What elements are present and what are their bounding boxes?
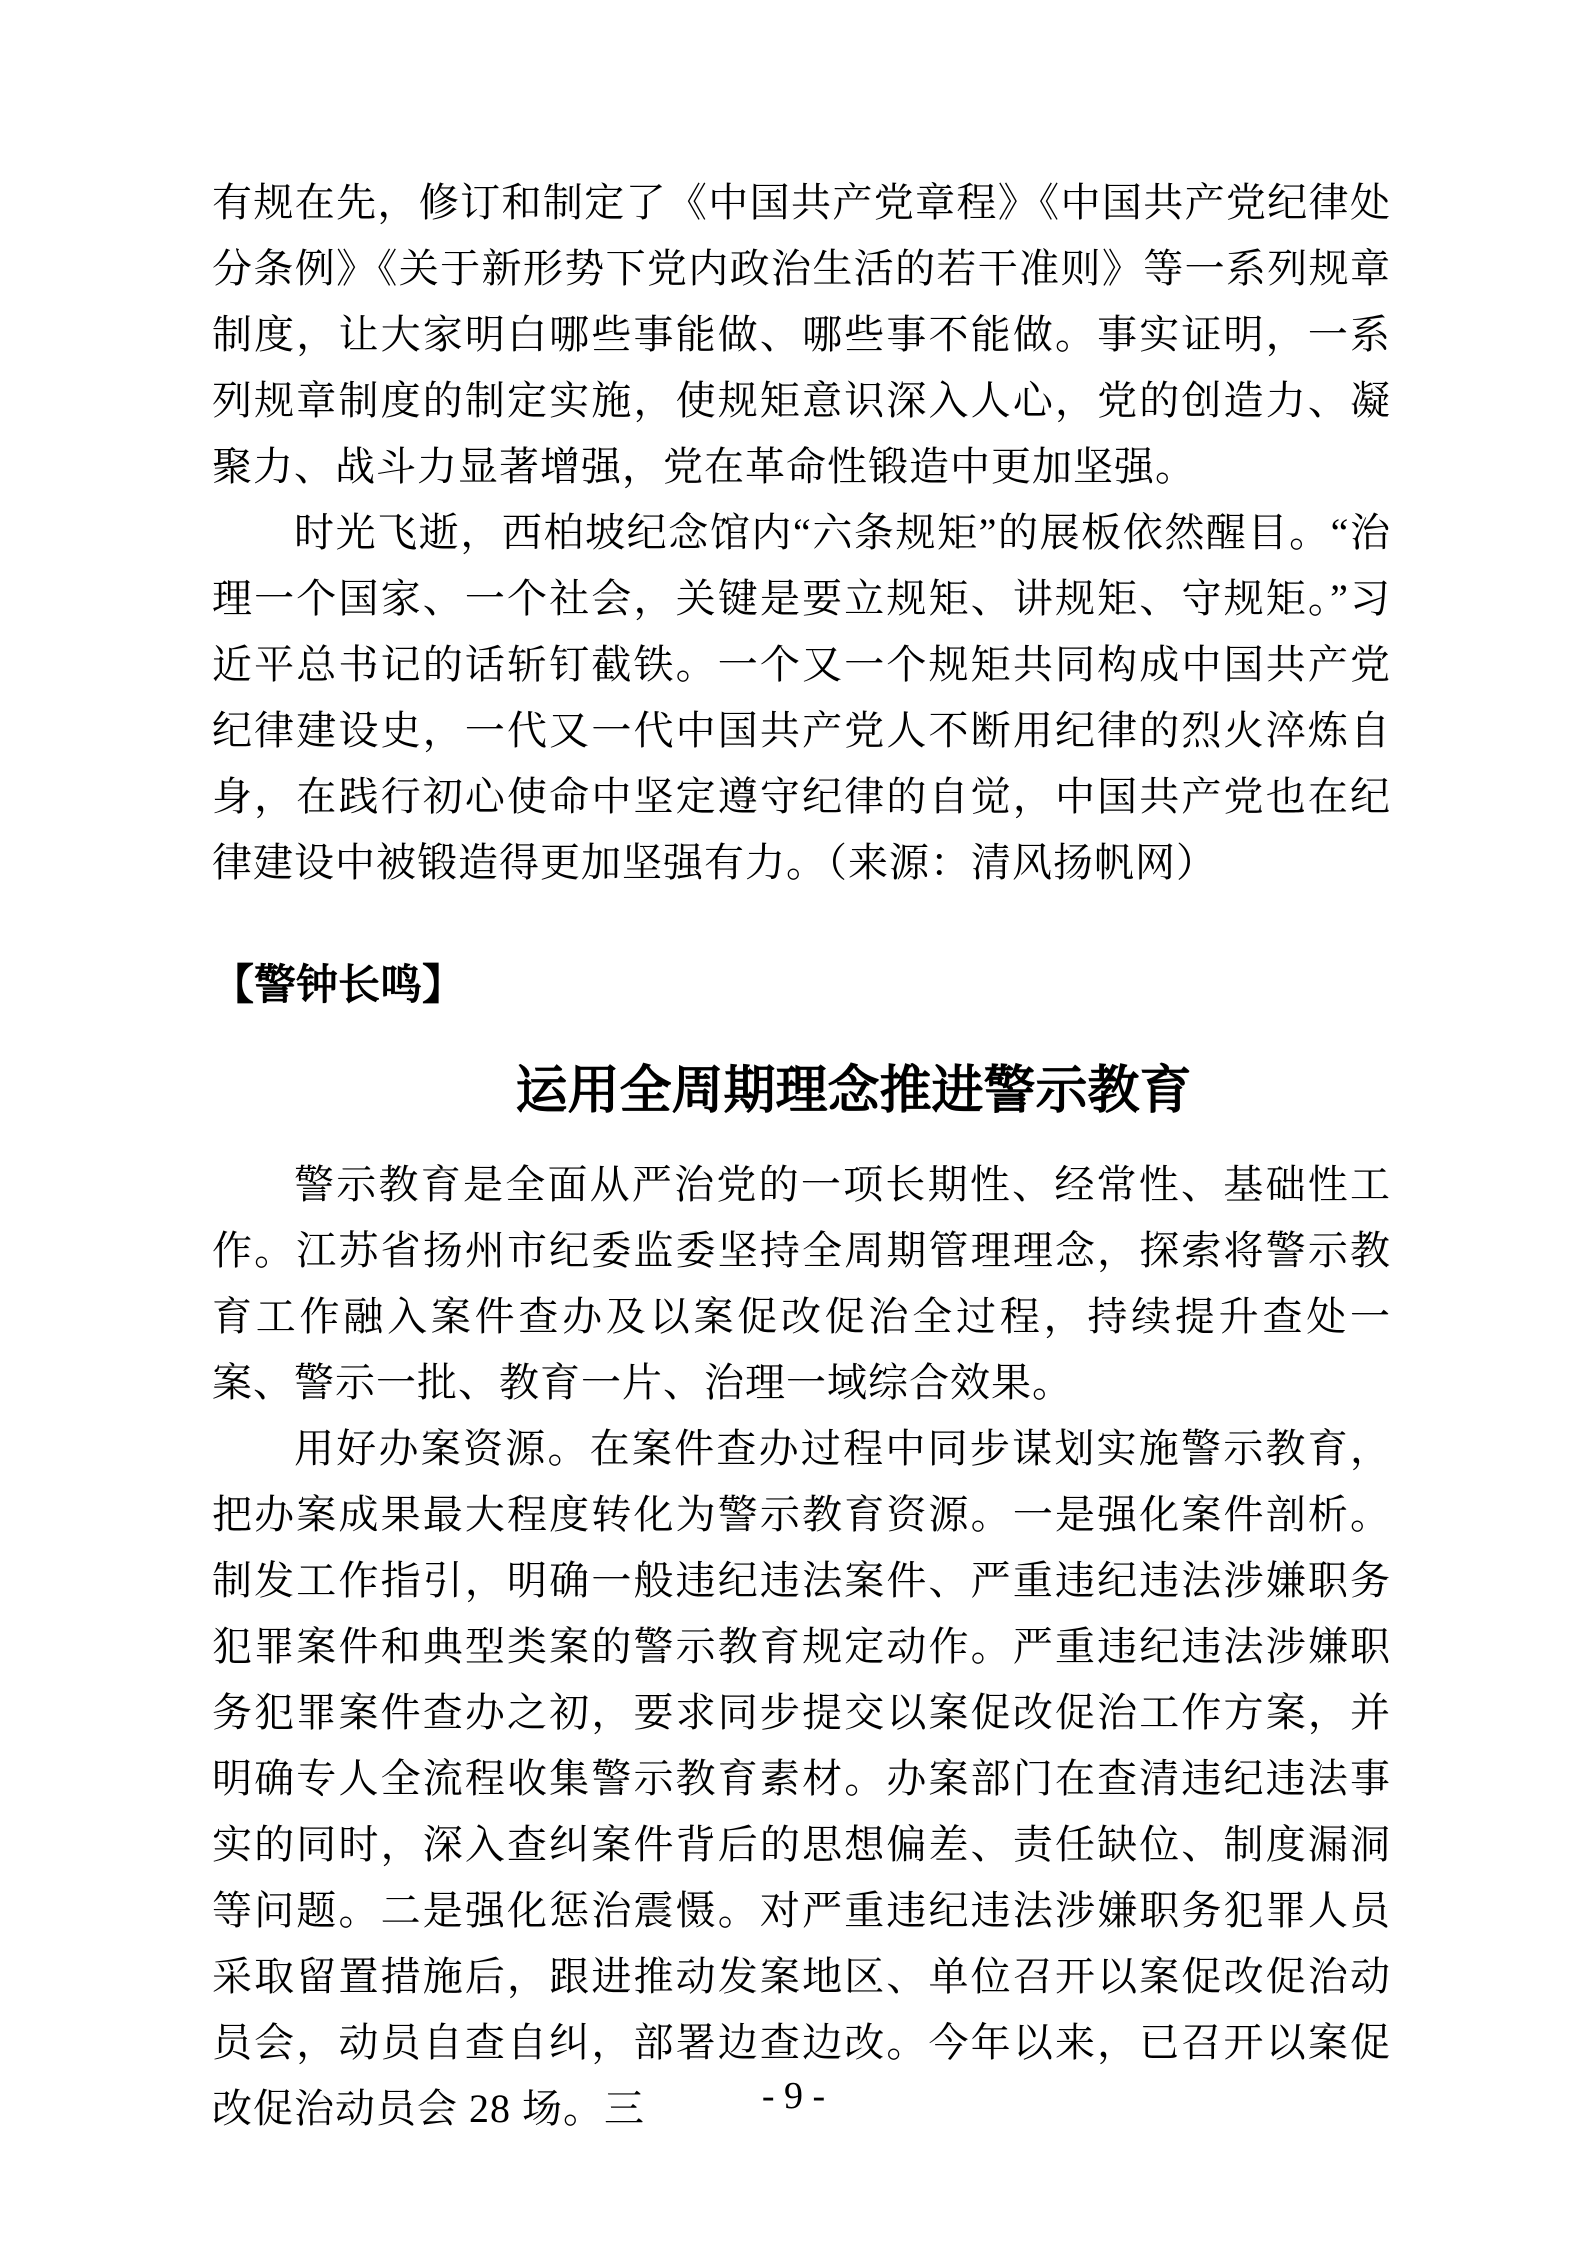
section-header-jingzhongchangming: 【警钟长鸣】 <box>212 961 465 1008</box>
body-paragraph-intro: 警示教育是全面从严治党的一项长期性、经常性、基础性工作。江苏省扬州市纪委监委坚持全周期管理理念，探索将警示教育工作融入案件查办及以案促改促治全过程，持续提升查处一案、警示一批、教育一片、治理一域综合效果。 <box>212 1162 1391 1405</box>
body-paragraph-ziyuan: 用好办案资源。在案件查办过程中同步谋划实施警示教育，把办案成果最大程度转化为警示教育资源。一是强化案件剖析。制发工作指引，明确一般违纪违法案件、严重违纪违法涉嫌职务犯罪案件和典型类案的警示教育规定动作。严重违纪违法涉嫌职务犯罪案件查办之初，要求同步提交以案促改促治工作方案，并明确专人全流程收集警示教育素材。办案部门在查清违纪违法事实的同时，深入查纠案件背后的思想偏差、责任缺位、制度漏洞等问题。二是强化惩治震慑。对严重违纪违法涉嫌职务犯罪人员采取留置措施后，跟进推动发案地区、单位召开以案促改促治动员会，动员自查自纠，部署边查边改。今年以来，已召开以案促改促治动员会 28 场。三 <box>212 1426 1391 2131</box>
article-title: 运用全周期理念推进警示教育 <box>515 1063 1192 1120</box>
page-number: - 9 - <box>761 2075 826 2117</box>
document-content <box>212 170 1391 2142</box>
body-paragraph-continued: 有规在先，修订和制定了《中国共产党章程》《中国共产党纪律处分条例》《关于新形势下党内政治生活的若干准则》等一系列规章制度，让大家明白哪些事能做、哪些事不能做。事实证明，一系列规章制度的制定实施，使规矩意识深入人心，党的创造力、凝聚力、战斗力显著增强，党在革命性锻造中更加坚强。 <box>212 180 1391 489</box>
body-paragraph-shiguang: 时光飞逝，西柏坡纪念馆内“六条规矩”的展板依然醒目。“治理一个国家、一个社会，关键是要立规矩、讲规矩、守规矩。”习近平总书记的话斩钉截铁。一个又一个规矩共同构成中国共产党纪律建设史，一代又一代中国共产党人不断用纪律的烈火淬炼自身，在践行初心使命中坚定遵守纪律的自觉，中国共产党也在纪律建设中被锻造得更加坚强有力。（来源：清风扬帆网） <box>212 510 1391 885</box>
